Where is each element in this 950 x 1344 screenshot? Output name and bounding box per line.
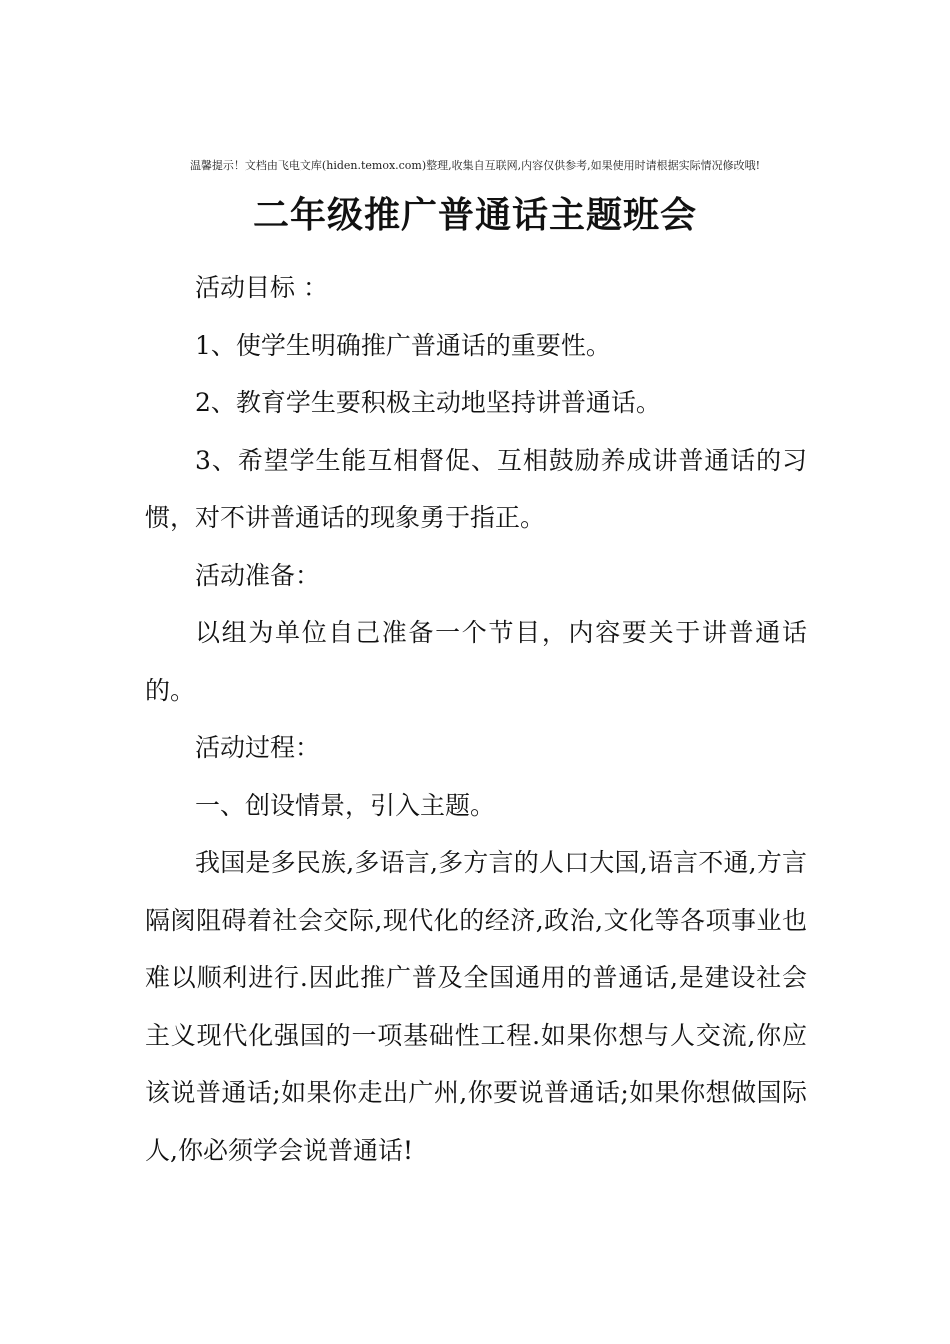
- paragraph-prep-text: 以组为单位自己准备一个节目，内容要关于讲普通话的。: [145, 618, 807, 705]
- paragraph-process-heading: 活动过程：: [195, 733, 321, 762]
- paragraph-intro-text: 我国是多民族,多语言,多方言的人口大国,语言不通,方言隔阂阻碍着社会交际,现代化的经济,政治,文化等各项事业也难以顺利进行.因此推广普及全国通用的普通话,是建设社会主义现代化强国的一项基础性工程.如果你想与人交流,你应该说普通话;如果你走出广州,你要说普通话;如果你想做国际人,你必须学会说普通话!: [145, 848, 807, 1165]
- source-notice: 温馨提示！文档由飞电文库(hiden.temox.com)整理,收集自互联网,内容仅供参考,如果使用时请根据实际情况修改哦!: [189, 159, 761, 172]
- paragraph-prep-heading: 活动准备：: [195, 560, 321, 590]
- paragraph-goal-heading: 活动目标 ：: [195, 273, 328, 302]
- paragraph-goal-1: 1、使学生明确推广普通话的重要性。: [195, 330, 611, 360]
- paragraph-step-1: 一、创设情景，引入主题。: [195, 790, 496, 820]
- document-body: [145, 259, 807, 1179]
- paragraph-goal-2: 2、教育学生要积极主动地坚持讲普通话。: [195, 388, 661, 417]
- paragraph-goal-3: 3、希望学生能互相督促、互相鼓励养成讲普通话的习惯，对不讲普通话的现象勇于指正。: [145, 445, 807, 532]
- document-title: 二年级推广普通话主题班会: [252, 194, 697, 236]
